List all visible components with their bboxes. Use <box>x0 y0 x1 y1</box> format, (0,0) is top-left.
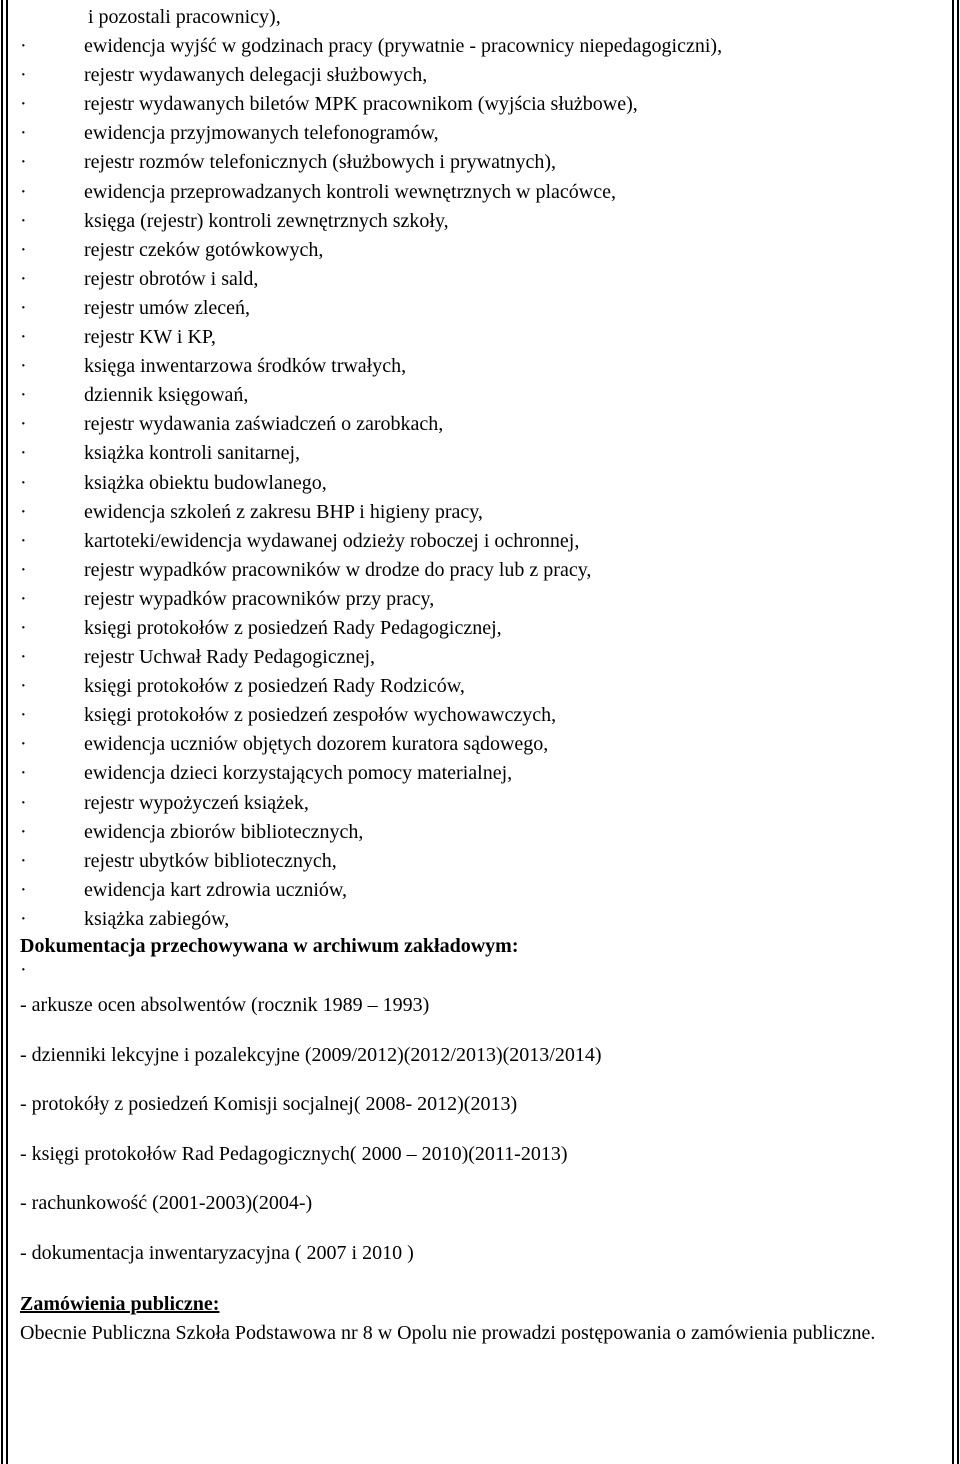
list-item-text: i pozostali pracownicy), <box>88 6 281 28</box>
archive-heading: Dokumentacja przechowywana w archiwum zakładowym: <box>20 935 519 957</box>
archive-item: - dzienniki lekcyjne i pozalekcyjne (2009/2012)(2012/2013)(2013/2014) <box>20 1043 602 1066</box>
list-item-text: ewidencja wyjść w godzinach pracy (prywatnie - pracownicy niepedagogiczni), <box>84 35 723 58</box>
bullet-marker: · <box>20 355 27 378</box>
bullet-marker: · <box>20 558 27 581</box>
list-item-text: dziennik księgowań, <box>84 384 249 407</box>
list-item-text: księgi protokołów z posiedzeń zespołów wychowawczych, <box>84 704 557 727</box>
bullet-marker: · <box>20 64 27 87</box>
bullet-marker: · <box>20 296 27 319</box>
bullet-marker: · <box>20 238 27 261</box>
bullet-marker: · <box>20 93 27 116</box>
archive-item: - rachunkowość (2001-2003)(2004-) <box>20 1192 313 1215</box>
list-item-text: rejestr umów zleceń, <box>84 296 251 319</box>
list-item-text: rejestr wypadków pracowników przy pracy, <box>84 587 435 610</box>
list-item-text: księga inwentarzowa środków trwałych, <box>84 355 407 378</box>
archive-item: - dokumentacja inwentaryzacyjna ( 2007 i 2010 ) <box>20 1241 414 1264</box>
archive-bullet-marker: · <box>20 959 27 981</box>
archive-list <box>20 990 602 1288</box>
list-item-text: rejestr wydawanych biletów MPK pracownikom (wyjścia służbowe), <box>84 93 638 116</box>
bullet-marker: · <box>20 878 27 901</box>
list-item-text: rejestr KW i KP, <box>84 326 216 349</box>
list-item-text: rejestr obrotów i sald, <box>84 267 259 290</box>
list-item-text: książka kontroli sanitarnej, <box>84 442 301 465</box>
list-item-text: kartoteki/ewidencja wydawanej odzieży roboczej i ochronnej, <box>84 529 580 552</box>
bullet-marker: · <box>20 791 27 814</box>
bullet-marker: · <box>20 820 27 843</box>
bullet-marker: · <box>20 500 27 523</box>
list-item-text: ewidencja przeprowadzanych kontroli wewnętrznych w placówce, <box>84 180 616 203</box>
list-item-text: rejestr wypożyczeń książek, <box>84 791 309 814</box>
public-procurement-heading: Zamówienia publiczne: <box>20 1293 220 1315</box>
bullet-marker: · <box>20 267 27 290</box>
archive-item: - protokóły z posiedzeń Komisji socjalnej( 2008- 2012)(2013) <box>20 1093 518 1116</box>
list-item-text: książka obiektu budowlanego, <box>84 471 327 494</box>
bullet-marker: · <box>20 704 27 727</box>
bullet-marker: · <box>20 646 27 669</box>
list-item-text: księga (rejestr) kontroli zewnętrznych szkoły, <box>84 209 449 232</box>
list-item-text: rejestr ubytków bibliotecznych, <box>84 849 337 872</box>
list-item-text: ewidencja przyjmowanych telefonogramów, <box>84 122 439 145</box>
list-item-text: ewidencja kart zdrowia uczniów, <box>84 878 348 901</box>
bullet-marker: · <box>20 122 27 145</box>
public-procurement-text: Obecnie Publiczna Szkoła Podstawowa nr 8 w Opolu nie prowadzi postępowania o zamówienia publiczne. <box>20 1322 876 1344</box>
bullet-marker: · <box>20 413 27 436</box>
list-item-text: rejestr wypadków pracowników w drodze do pracy lub z pracy, <box>84 558 592 581</box>
list-item-text: rejestr Uchwał Rady Pedagogicznej, <box>84 646 376 669</box>
bullet-marker: · <box>20 675 27 698</box>
bullet-marker: · <box>20 180 27 203</box>
bullet-marker: · <box>20 326 27 349</box>
list-item-text: ewidencja szkoleń z zakresu BHP i higieny pracy, <box>84 500 483 523</box>
bullet-marker: · <box>20 529 27 552</box>
bullet-marker: · <box>20 209 27 232</box>
bullet-marker: · <box>20 616 27 639</box>
bullet-marker: · <box>20 587 27 610</box>
list-item-text: rejestr czeków gotówkowych, <box>84 238 324 261</box>
bullet-marker: · <box>20 442 27 465</box>
list-item-text: rejestr wydawanych delegacji służbowych, <box>84 64 428 87</box>
bullet-marker: · <box>20 471 27 494</box>
bullet-marker: · <box>20 384 27 407</box>
bullet-marker: · <box>20 907 27 930</box>
list-item-text: rejestr wydawania zaświadczeń o zarobkach, <box>84 413 444 436</box>
list-item-text: ewidencja zbiorów bibliotecznych, <box>84 820 364 843</box>
left-border-line-inner <box>6 0 8 1464</box>
right-border-line-outer <box>957 0 959 1464</box>
list-item-text: rejestr rozmów telefonicznych (służbowych i prywatnych), <box>84 151 557 174</box>
list-item-text: książka zabiegów, <box>84 907 230 930</box>
list-item-text: ewidencja uczniów objętych dozorem kuratora sądowego, <box>84 733 549 756</box>
archive-item: - księgi protokołów Rad Pedagogicznych( 2000 – 2010)(2011-2013) <box>20 1142 568 1165</box>
list-item-text: ewidencja dzieci korzystających pomocy materialnej, <box>84 762 513 785</box>
bullet-marker: · <box>20 849 27 872</box>
left-border-line-outer <box>1 0 3 1464</box>
bullet-marker: · <box>20 762 27 785</box>
bullet-marker: · <box>20 151 27 174</box>
bullet-marker: · <box>20 35 27 58</box>
list-item-text: księgi protokołów z posiedzeń Rady Pedagogicznej, <box>84 616 502 639</box>
right-border-line-inner <box>952 0 954 1464</box>
bullet-marker: · <box>20 733 27 756</box>
archive-item: - arkusze ocen absolwentów (rocznik 1989 – 1993) <box>20 994 430 1016</box>
list-item-text: księgi protokołów z posiedzeń Rady Rodziców, <box>84 675 465 698</box>
